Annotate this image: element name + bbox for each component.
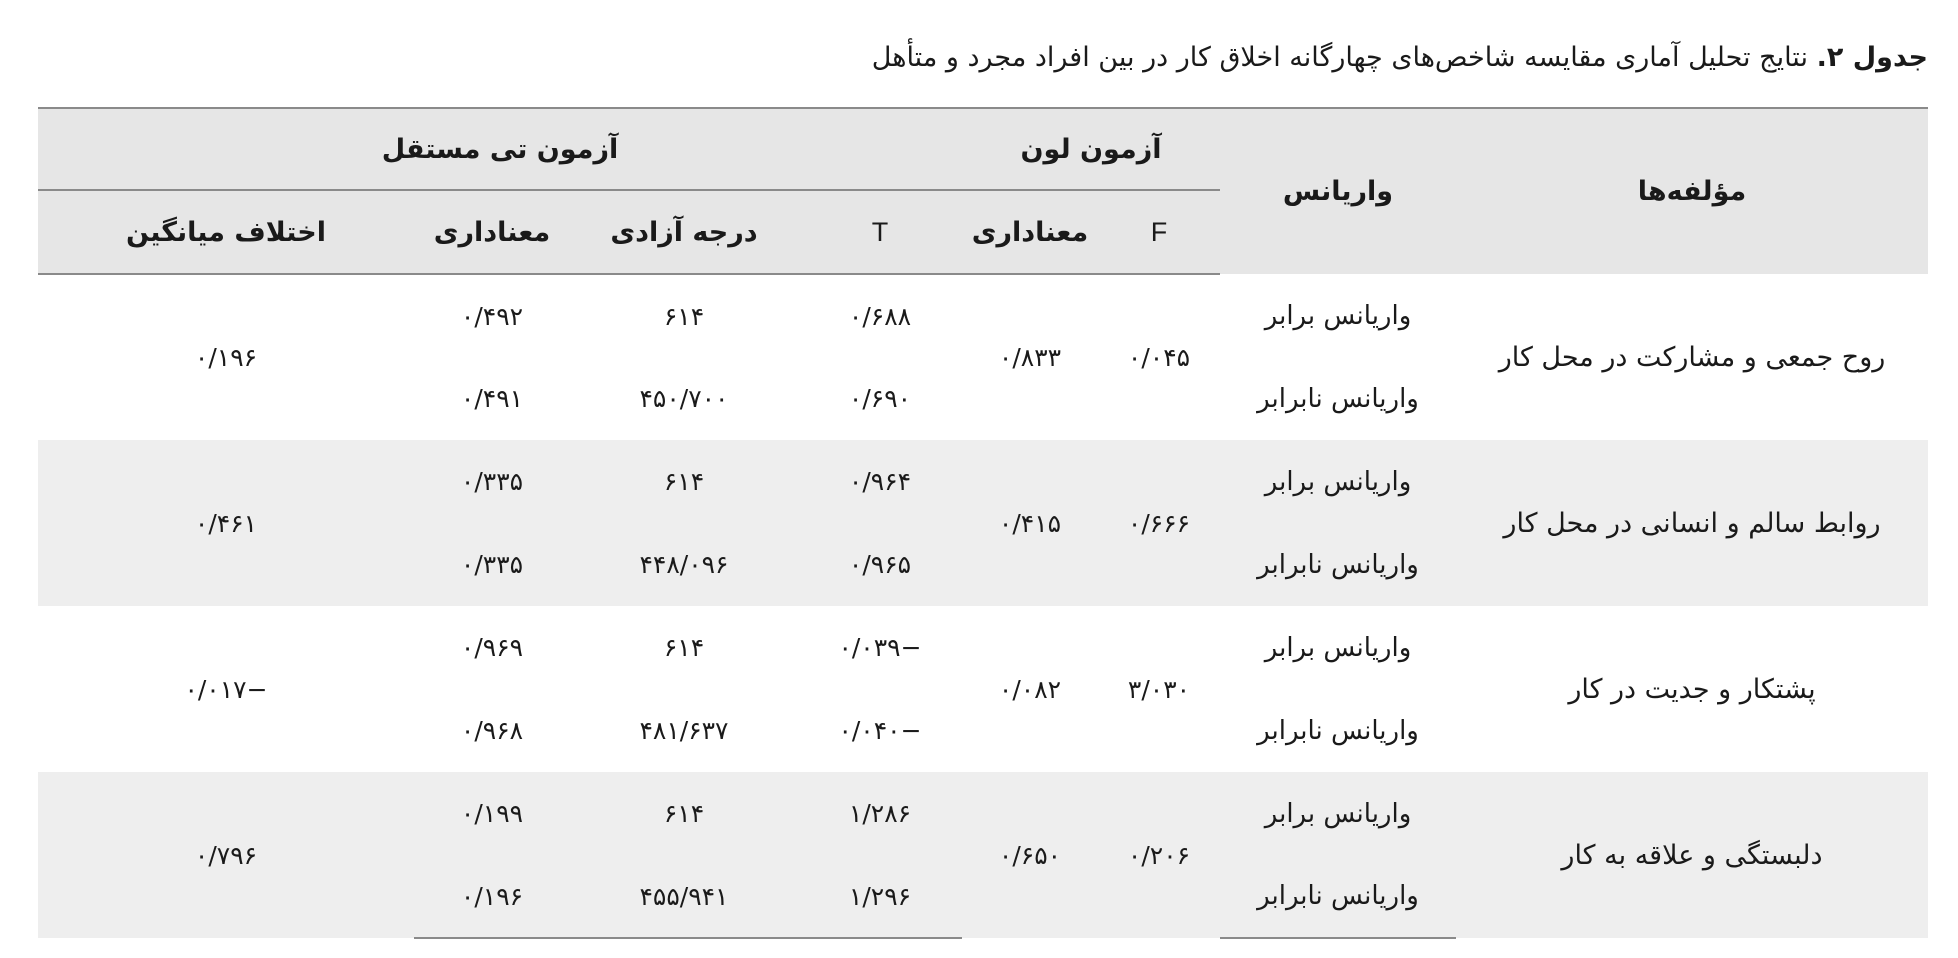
variance-cell: واریانس برابر	[1264, 300, 1412, 331]
header-levene-significance: معناداری	[962, 190, 1098, 274]
levene-significance-cell: ۰/۶۵۰	[962, 772, 1098, 938]
variance-cell: واریانس نابرابر	[1257, 715, 1419, 746]
table-row	[38, 606, 1928, 689]
df-cell: ۶۱۴	[663, 633, 705, 662]
t-significance-cell: ۰/۱۹۶	[414, 855, 570, 938]
mean-difference-cell: ۰/۱۹۶	[194, 343, 258, 372]
t-value-cell: ۱/۲۸۶	[798, 772, 962, 855]
header-t-significance: معناداری	[414, 190, 570, 274]
header-levene-test: آزمون لون	[962, 108, 1220, 190]
t-significance-cell: ۰/۴۹۱	[460, 384, 524, 413]
t-value-cell: ۰/۶۹۰	[848, 384, 912, 413]
df-cell: ۴۵۵/۹۴۱	[570, 855, 798, 938]
t-value-cell: ۰/۹۶۴	[798, 440, 962, 523]
f-value-cell: ۰/۶۶۶	[1098, 440, 1220, 606]
header-degrees-of-freedom: درجه آزادی	[570, 190, 798, 274]
df-cell: ۴۴۸/۰۹۶	[570, 523, 798, 606]
header-t: T	[798, 190, 962, 274]
component-cell: دلبستگی و علاقه به کار	[1456, 772, 1928, 938]
t-significance-cell: ۰/۱۹۹	[414, 772, 570, 855]
mean-difference-cell: −۰/۰۱۷	[184, 674, 268, 704]
t-value-cell: −۰/۰۴۰	[838, 716, 922, 745]
component-cell: پشتکار و جدیت در کار	[1568, 673, 1816, 705]
df-cell: ۴۸۱/۶۳۷	[639, 716, 729, 745]
t-value-cell: −۰/۰۳۹	[838, 633, 922, 662]
t-significance-cell: ۰/۳۳۵	[414, 523, 570, 606]
t-significance-cell: ۰/۹۶۸	[460, 716, 524, 745]
t-significance-cell: ۰/۳۳۵	[414, 440, 570, 523]
f-value-cell: ۳/۰۳۰	[1127, 674, 1191, 704]
t-value-cell: ۰/۹۶۵	[798, 523, 962, 606]
table-row	[38, 274, 1928, 357]
table-row	[38, 772, 1928, 855]
statistics-table	[38, 107, 1928, 939]
header-variance: واریانس	[1220, 108, 1456, 274]
levene-significance-cell: ۰/۸۳۳	[998, 343, 1062, 372]
f-value-cell: ۰/۰۴۵	[1127, 343, 1191, 372]
header-mean-difference: اختلاف میانگین	[38, 190, 414, 274]
variance-cell: واریانس برابر	[1264, 632, 1412, 663]
df-cell: ۴۵۰/۷۰۰	[639, 384, 729, 413]
t-significance-cell: ۰/۹۶۹	[460, 633, 524, 662]
variance-cell: واریانس برابر	[1220, 772, 1456, 855]
table-row	[38, 440, 1928, 523]
component-cell: روابط سالم و انسانی در محل کار	[1456, 440, 1928, 606]
df-cell: ۶۱۴	[663, 301, 705, 331]
levene-significance-cell: ۰/۰۸۲	[998, 674, 1062, 704]
f-value-cell: ۰/۲۰۶	[1098, 772, 1220, 938]
caption-text: نتایج تحلیل آماری مقایسه شاخص‌های چهارگانه اخلاق کار در بین افراد مجرد و متأهل	[871, 42, 1808, 73]
df-cell: ۶۱۴	[570, 772, 798, 855]
header-t-test: آزمون تی مستقل	[38, 108, 962, 190]
t-value-cell: ۰/۶۸۸	[848, 301, 912, 331]
header-components: مؤلفه‌ها	[1456, 108, 1928, 274]
component-cell: روح جمعی و مشارکت در محل کار	[1498, 341, 1886, 373]
mean-difference-cell: ۰/۴۶۱	[38, 440, 414, 606]
levene-significance-cell: ۰/۴۱۵	[962, 440, 1098, 606]
variance-cell: واریانس برابر	[1220, 440, 1456, 523]
df-cell: ۶۱۴	[570, 440, 798, 523]
variance-cell: واریانس نابرابر	[1220, 855, 1456, 938]
t-value-cell: ۱/۲۹۶	[798, 855, 962, 938]
variance-cell: واریانس نابرابر	[1257, 383, 1419, 414]
mean-difference-cell: ۰/۷۹۶	[38, 772, 414, 938]
caption-label: جدول ۲.	[1816, 42, 1928, 73]
t-significance-cell: ۰/۴۹۲	[460, 301, 524, 331]
header-f: F	[1098, 190, 1220, 274]
variance-cell: واریانس نابرابر	[1220, 523, 1456, 606]
table-caption	[872, 38, 1928, 78]
